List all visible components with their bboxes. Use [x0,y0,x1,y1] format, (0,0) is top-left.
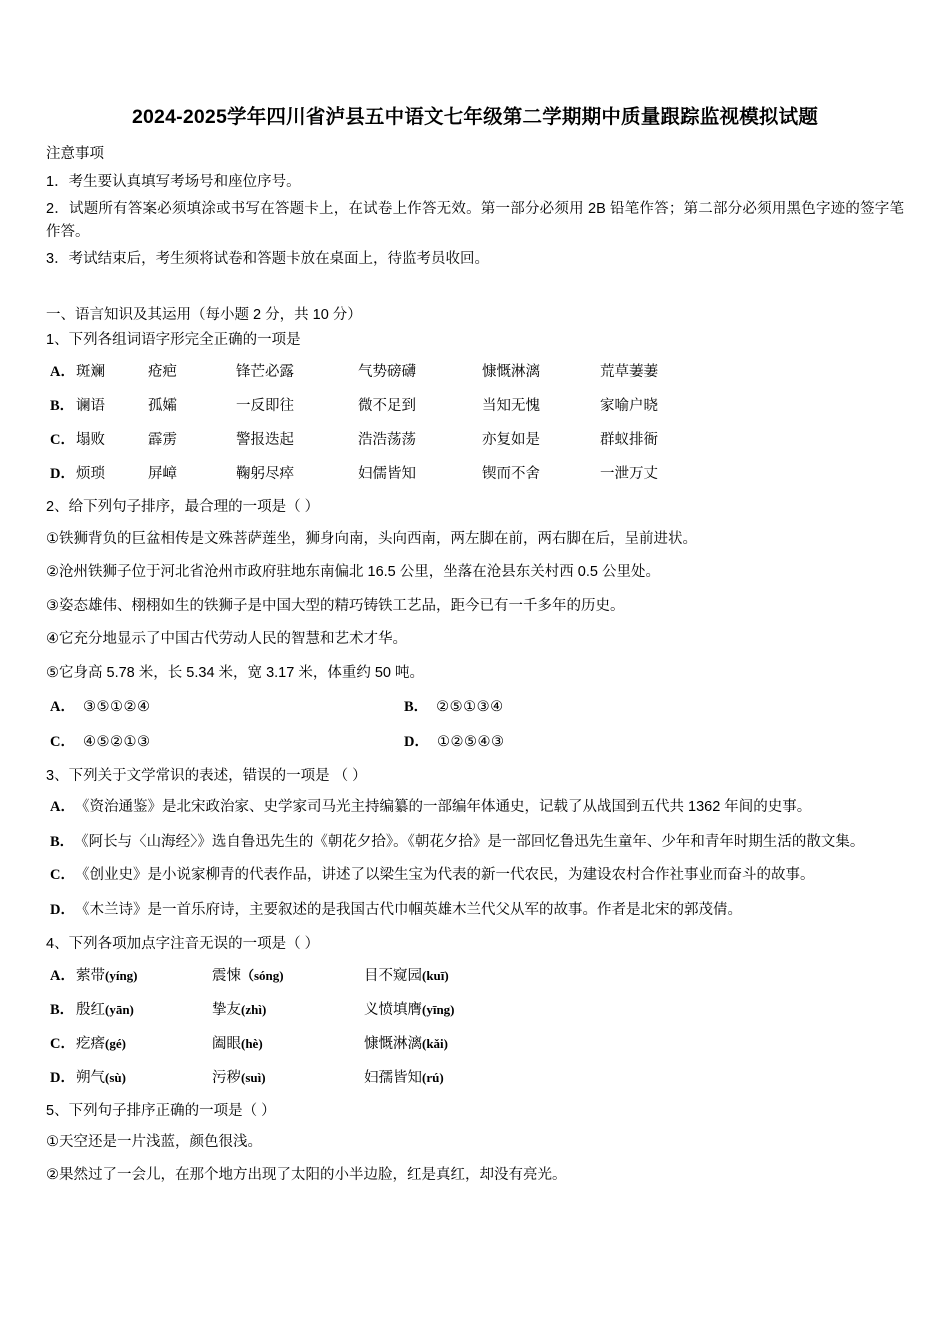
q4-a-pinyin-1: (yíng) [105,968,138,984]
q2-option-c-value: ④⑤②①③ [82,733,151,750]
q4-c-item-2 [212,1032,364,1053]
q1-option-c[interactable] [46,428,904,449]
q4-option-c[interactable] [46,1032,904,1053]
q1-c-word-5: 亦复如是 [482,432,540,449]
q1-option-a-label: A． [50,364,75,381]
q1-d-word-1: 烦琐 [76,466,105,483]
q2-option-c-label: C． [50,733,75,750]
q3-option-b-text: 《阿长与〈山海经〉》选自鲁迅先生的《朝花夕拾》。《朝花夕拾》是一部回忆鲁迅先生童年、少年和青年时期生活的散文集。 [74,833,865,850]
q4-b-item-3 [364,998,594,1019]
q1-b-word-6: 家喻户晓 [600,398,658,415]
q4-a-word-1: 萦带 [76,968,105,985]
q1-option-b-label: B． [50,398,75,415]
q4-a-word-3: 目不窥园 [364,968,422,985]
q2-answer-row-2 [46,730,904,751]
q4-option-a[interactable] [46,964,904,985]
q4-c-pinyin-3: (kǎi) [422,1036,448,1052]
q3-option-d-text: 《木兰诗》是一首乐府诗，主要叙述的是我国古代巾帼英雄木兰代父从军的故事。作者是北宋的郭茂倩。 [74,901,742,918]
q2-item-3: ③姿态雄伟、栩栩如生的铁狮子是中国大型的精巧铸铁工艺品，距今已有一千多年的历史。 [46,597,625,614]
q2-option-c[interactable] [46,730,404,751]
section-title: 一、语言知识及其运用（每小题 2 分，共 10 分） [46,307,362,323]
q4-b-pinyin-2: (zhì) [241,1002,267,1018]
q2-answer-row-1 [46,695,904,716]
q1-d-word-6: 一泄万丈 [600,466,658,483]
q4-b-pinyin-3: (yīng) [422,1002,455,1018]
notice-item-3: 3．考试结束后，考生须将试卷和答题卡放在桌面上，待监考员收回。 [46,250,490,267]
q1-option-a[interactable] [46,360,904,381]
q1-d-word-5: 锲而不舍 [482,466,540,483]
q4-a-item-2 [212,964,364,985]
question-2-stem: 2、给下列句子排序，最合理的一项是（ ） [46,499,320,516]
q3-option-b-label: B． [50,833,75,850]
notice-item-2: 2．试题所有答案必须填涂或书写在答题卡上，在试卷上作答无效。第一部分必须用 2B 铅笔作答；第二部分必须用黑色字迹的签字笔作答。 [46,200,904,241]
q3-option-c[interactable] [46,864,904,887]
q4-d-item-2 [212,1066,364,1087]
q1-option-c-label: C． [50,432,75,449]
page-title: 2024-2025学年四川省泸县五中语文七年级第二学期期中质量跟踪监视模拟试题 [131,106,819,128]
q4-d-item-1 [76,1066,212,1087]
q3-option-a-text: 《资治通鉴》是北宋政治家、史学家司马光主持编纂的一部编年体通史，记载了从战国到五代共 1362 年间的史事。 [74,799,812,816]
q1-option-b[interactable] [46,394,904,415]
q2-option-b-value: ②⑤①③④ [436,698,504,715]
q1-b-word-1: 谰语 [76,398,105,415]
q2-option-a-value: ③⑤①②④ [82,698,151,715]
q4-c-item-1 [76,1032,212,1053]
q4-a-item-3 [364,964,594,985]
q2-option-d-value: ①②⑤④③ [436,733,505,750]
q4-c-item-3 [364,1032,594,1053]
question-5-stem: 5、下列句子排序正确的一项是（ ） [46,1103,276,1120]
q4-option-d-label: D． [50,1070,75,1087]
q4-b-word-3: 义愤填膺 [364,1002,422,1019]
q2-option-b[interactable] [404,695,764,716]
question-1-stem: 1、下列各组词语字形完全正确的一项是 [46,332,301,349]
section-spacer [46,274,904,304]
q4-option-b-label: B． [50,1002,75,1019]
q3-option-d-label: D． [50,901,75,918]
q1-b-word-2: 孤孀 [148,398,177,415]
notice-heading: 注意事项 [46,146,104,163]
q4-b-word-2: 挚友 [212,1002,241,1019]
q2-option-d[interactable] [404,730,764,751]
q4-b-item-1 [76,998,212,1019]
q3-option-c-text: 《创业史》是小说家柳青的代表作品，讲述了以梁生宝为代表的新一代农民，为建设农村合作社事业而奋斗的故事。 [74,867,815,884]
q1-d-word-4: 妇儒皆知 [358,466,416,483]
q4-d-pinyin-1: (sù) [105,1070,126,1086]
q4-c-pinyin-1: (gé) [105,1036,126,1052]
notice-item-1: 1．考生要认真填写考场号和座位序号。 [46,174,301,191]
q5-item-2: ②果然过了一会儿，在那个地方出现了太阳的小半边脸，红是真红，却没有亮光。 [46,1166,567,1183]
q1-a-word-2: 疮疤 [148,364,177,381]
q3-option-c-label: C． [50,867,75,884]
q1-d-word-3: 鞠躬尽瘁 [236,466,294,483]
q1-option-d-label: D． [50,466,75,483]
q1-c-word-2: 霹雳 [148,432,177,449]
q4-c-pinyin-2: (hè) [241,1036,263,1052]
q4-c-word-3: 慷慨淋漓 [364,1036,422,1053]
q4-d-word-3: 妇孺皆知 [364,1070,422,1087]
q3-option-b[interactable] [46,831,904,854]
q1-a-word-5: 慷慨淋漓 [482,364,540,381]
q3-option-a-label: A． [50,799,75,816]
q4-a-pinyin-3: (kuī) [422,968,449,984]
q4-b-word-1: 殷红 [76,1002,105,1019]
q3-option-d[interactable] [46,899,904,922]
q2-item-4: ④它充分地显示了中国古代劳动人民的智慧和艺术才华。 [46,631,407,648]
q4-a-item-1 [76,964,212,985]
q2-item-1: ①铁狮背负的巨盆相传是文殊菩萨莲坐，狮身向南，头向西南，两左脚在前，两右脚在后，呈前进状。 [46,530,697,547]
q4-d-pinyin-3: (rú) [422,1070,444,1086]
q1-b-word-3: 一反即往 [236,398,294,415]
q4-option-c-label: C． [50,1036,75,1053]
q1-c-word-3: 警报迭起 [236,432,294,449]
q4-b-item-2 [212,998,364,1019]
q2-option-b-label: B． [404,698,429,715]
q4-c-word-1: 疙瘩 [76,1036,105,1053]
q1-a-word-4: 气势磅礴 [358,364,416,381]
q4-d-item-3 [364,1066,594,1087]
question-3-stem: 3、下列关于文学常识的表述，错误的一项是 （ ） [46,767,367,784]
q2-item-5: ⑤它身高 5.78 米，长 5.34 米，宽 3.17 米，体重约 50 吨。 [46,664,425,681]
q4-d-word-1: 朔气 [76,1070,105,1087]
q1-c-word-4: 浩浩荡荡 [358,432,416,449]
q1-a-word-1: 斑斓 [76,364,105,381]
q4-a-word-2: 震悚 [212,968,241,985]
q1-b-word-5: 当知无愧 [482,398,540,415]
q1-a-word-6: 荒草萋萋 [600,364,658,381]
q4-option-a-label: A． [50,968,75,985]
q4-a-pinyin-2: （sóng) [241,968,284,984]
q2-option-a[interactable] [46,695,404,716]
q1-c-word-1: 塌败 [76,432,105,449]
question-4-stem: 4、下列各项加点字注音无误的一项是（ ） [46,936,320,953]
q5-item-1: ①天空还是一片浅蓝，颜色很浅。 [46,1134,262,1151]
q2-item-2: ②沧州铁狮子位于河北省沧州市政府驻地东南偏北 16.5 公里，坐落在沧县东关村西 0.5 公里处。 [46,564,660,581]
q4-c-word-2: 阖眼 [212,1036,241,1053]
q2-option-a-label: A． [50,698,75,715]
q1-c-word-6: 群蚁排衙 [600,432,658,449]
q4-b-pinyin-1: (yān) [105,1002,134,1018]
q4-option-b[interactable] [46,998,904,1019]
q4-option-d[interactable] [46,1066,904,1087]
q1-b-word-4: 微不足到 [358,398,416,415]
q4-d-pinyin-2: (suì) [241,1070,266,1086]
q4-d-word-2: 污秽 [212,1070,241,1087]
q3-option-a[interactable] [46,796,904,819]
q1-option-d[interactable] [46,462,904,483]
q1-d-word-2: 屏嶂 [148,466,177,483]
q1-a-word-3: 锋芒必露 [236,364,294,381]
q2-option-d-label: D． [404,733,429,750]
